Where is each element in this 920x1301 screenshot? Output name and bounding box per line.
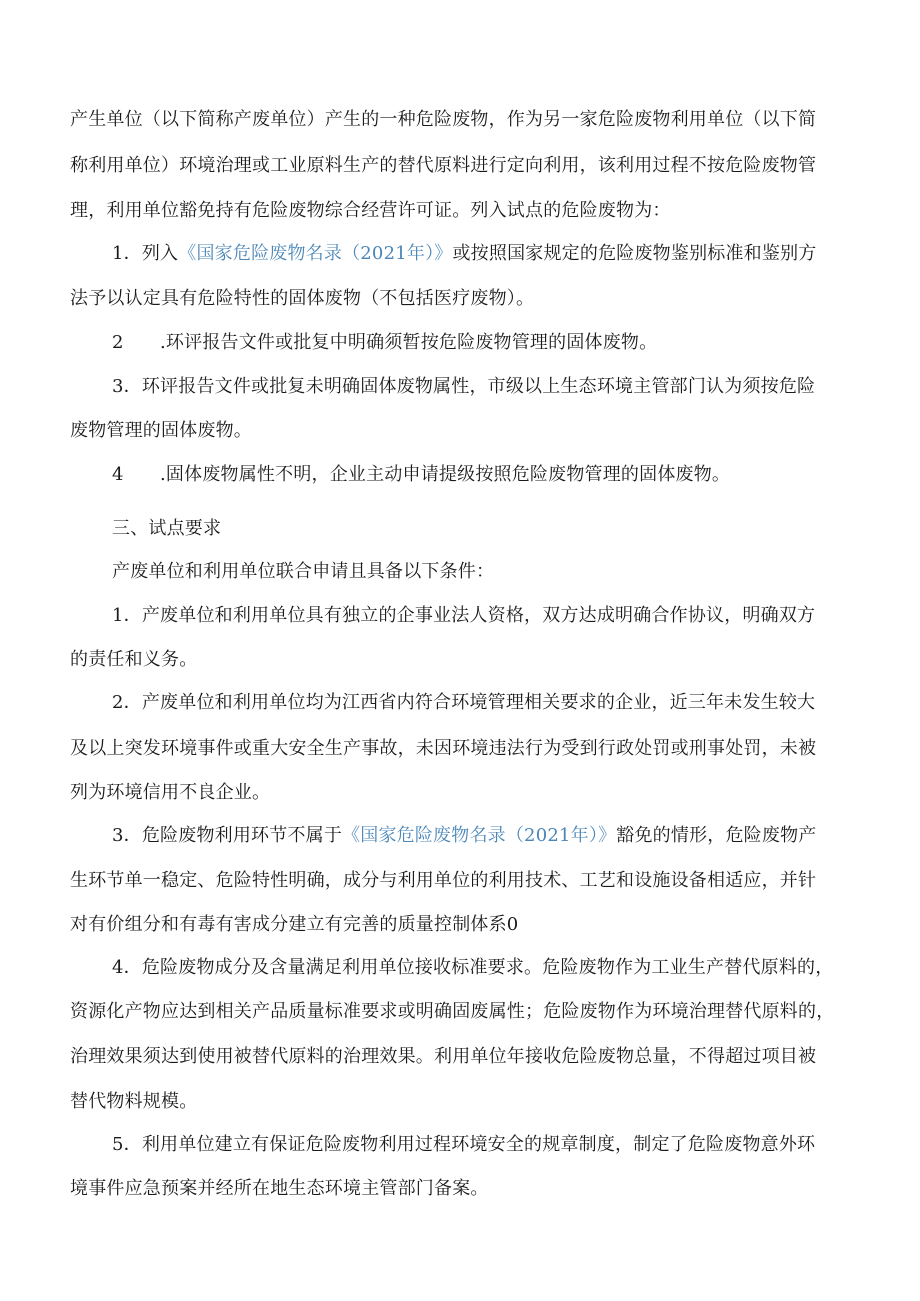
line-text: 及以上突发环境事件或重大安全生产事故，未因环境违法行为受到行政处罚或刑事处罚，未被 — [70, 738, 817, 759]
line-text: 理，利用单位豁免持有危险废物综合经营许可证。列入试点的危险废物为： — [70, 200, 671, 221]
text-line — [70, 154, 900, 178]
text-line — [70, 108, 900, 132]
text-line — [70, 1045, 900, 1069]
line-text: 替代物料规模。 — [70, 1091, 198, 1112]
line-text: 法予以认定具有危险特性的固体废物（不包括医疗废物）。 — [70, 288, 535, 309]
text-line — [70, 781, 900, 805]
list-item-3 — [112, 824, 900, 848]
list-item-2 — [112, 691, 900, 715]
item-number: 4 — [112, 464, 124, 485]
list-item-1 — [112, 242, 900, 266]
line-text: 废物管理的固体废物。 — [70, 420, 252, 441]
list-item-2 — [112, 331, 900, 355]
text-line — [70, 1177, 900, 1201]
line-text: 资源化产物应达到相关产品质量标准要求或明确固废属性；危险废物作为环境治理替代原料的， — [70, 1001, 835, 1022]
line-text: .环评报告文件或批复中明确须暂按危险废物管理的固体废物。 — [160, 332, 658, 353]
line-text: 豁免的情形，危险废物产 — [616, 825, 817, 846]
line-text: 3．环评报告文件或批复未明确固体废物属性，市级以上生态环境主管部门认为须按危险 — [112, 376, 816, 397]
line-text: 1．列入 — [112, 243, 179, 264]
line-text: 1．产废单位和利用单位具有独立的企事业法人资格，双方达成明确合作协议，明确双方 — [112, 605, 816, 626]
text-line — [70, 913, 900, 937]
section-heading — [112, 517, 900, 541]
text-line — [112, 560, 900, 584]
line-text: 4．危险废物成分及含量满足利用单位接收标准要求。危险废物作为工业生产替代原料的， — [112, 957, 834, 978]
line-text: 治理效果须达到使用被替代原料的治理效果。利用单位年接收危险废物总量，不得超过项目被 — [70, 1046, 817, 1067]
text-line — [70, 737, 900, 761]
text-line — [70, 419, 900, 443]
list-item-1 — [112, 604, 912, 628]
line-text: 产废单位和利用单位联合申请且具备以下条件： — [112, 561, 495, 582]
text-line — [70, 199, 900, 223]
line-text: 对有价组分和有毒有害成分建立有完善的质量控制体系0 — [70, 914, 519, 935]
line-text: 5．利用单位建立有保证危险废物利用过程环境安全的规章制度，制定了危险废物意外环 — [112, 1134, 816, 1155]
line-text: 2．产废单位和利用单位均为江西省内符合环境管理相关要求的企业，近三年未发生较大 — [112, 692, 816, 713]
list-item-4 — [112, 956, 912, 980]
text-line — [70, 648, 900, 672]
line-text: 生环节单一稳定、危险特性明确，成分与利用单位的利用技术、工艺和设施设备相适应，并针 — [70, 870, 817, 891]
law-title-link[interactable]: 《国家危险废物名录（2021年）》 — [178, 243, 453, 264]
line-text: .固体废物属性不明，企业主动申请提级按照危险废物管理的固体废物。 — [160, 464, 731, 485]
list-item-5 — [112, 1133, 900, 1157]
law-title-link[interactable]: 《国家危险废物名录（2021年）》 — [342, 825, 617, 846]
line-text: 3．危险废物利用环节不属于 — [112, 825, 343, 846]
line-text: 产生单位（以下简称产废单位）产生的一种危险废物，作为另一家危险废物利用单位（以下简 — [70, 109, 817, 130]
list-item-3 — [112, 375, 900, 399]
heading-text: 三、试点要求 — [112, 518, 222, 539]
item-number: 2 — [112, 332, 124, 353]
line-text: 境事件应急预案并经所在地生态环境主管部门备案。 — [70, 1178, 489, 1199]
text-line — [70, 869, 900, 893]
line-text: 称利用单位）环境治理或工业原料生产的替代原料进行定向利用，该利用过程不按危险废物管 — [70, 155, 817, 176]
line-text: 列为环境信用不良企业。 — [70, 782, 271, 803]
line-text: 或按照国家规定的危险废物鉴别标准和鉴别方 — [452, 243, 817, 264]
text-line — [70, 287, 900, 311]
list-item-4 — [112, 463, 900, 487]
text-line — [70, 1090, 900, 1114]
text-line — [70, 1000, 912, 1024]
line-text: 的责任和义务。 — [70, 649, 198, 670]
